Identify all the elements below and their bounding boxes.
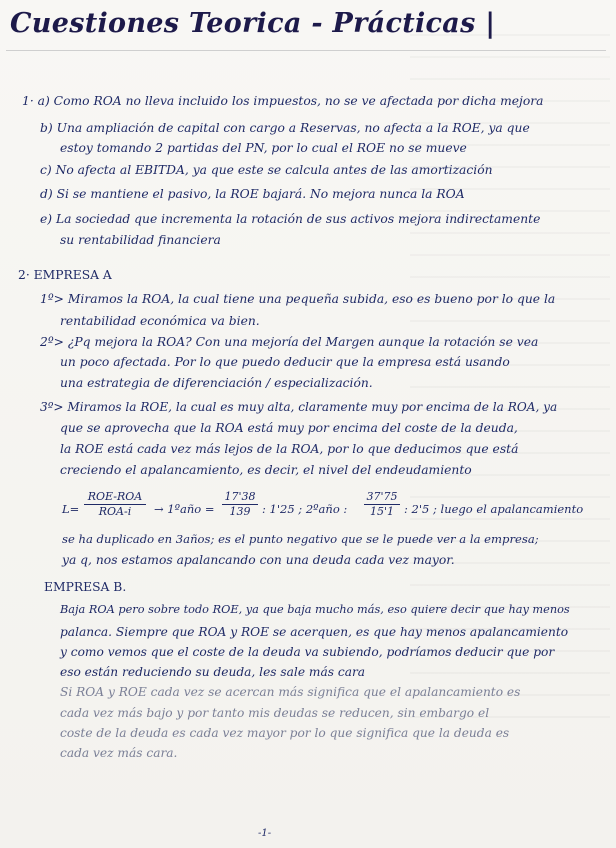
q2-point1-line1: 1º> Miramos la ROA, la cual tiene una pequeña subida, eso es bueno por lo que la bbox=[40, 292, 556, 306]
q2-point1-line2: rentabilidad económica va bien. bbox=[60, 314, 260, 328]
fraction-1-numerator: ROE-ROA bbox=[84, 490, 146, 505]
q1-answer-d: d) Si se mantiene el pasivo, la ROE bajará. No mejora nunca la ROA bbox=[40, 187, 465, 201]
fraction-3-denominator: 15'1 bbox=[369, 505, 395, 518]
page-title: Cuestiones Teorica - Prácticas | bbox=[10, 8, 496, 39]
q2-point3-line6: ya q, nos estamos apalancando con una deuda cada vez mayor. bbox=[62, 553, 455, 567]
empresa-b-line7: coste de la deuda es cada vez mayor por lo que significa que la deuda es bbox=[60, 726, 510, 740]
empresa-b-line8: cada vez más cara. bbox=[60, 746, 178, 760]
formula-second-year: : 1'25 ; 2ºaño : bbox=[262, 502, 348, 516]
empresa-b-line5: Si ROA y ROE cada vez se acercan más significa que el apalancamiento es bbox=[60, 685, 521, 699]
empresa-b-line3: y como vemos que el coste de la deuda va subiendo, podríamos deducir que por bbox=[60, 645, 555, 659]
fraction-1-denominator: ROA-i bbox=[98, 505, 132, 518]
formula-fraction-3 bbox=[364, 490, 400, 519]
fraction-3-numerator: 37'75 bbox=[364, 490, 400, 505]
empresa-b-line4: eso están reduciendo su deuda, les sale más cara bbox=[60, 665, 366, 679]
formula-lhs: L= bbox=[62, 502, 80, 516]
q1-answer-e-line1: e) La sociedad que incrementa la rotación de sus activos mejora indirectamente bbox=[40, 212, 541, 226]
formula-first-year: → 1ºaño = bbox=[154, 502, 215, 516]
empresa-b-line1: Baja ROA pero sobre todo ROE, ya que baja mucho más, eso quiere decir que hay menos bbox=[60, 603, 570, 616]
fraction-2-denominator: 139 bbox=[229, 505, 251, 518]
q1-answer-b-line2: estoy tomando 2 partidas del PN, por lo cual el ROE no se mueve bbox=[60, 141, 467, 155]
empresa-b-header: EMPRESA B. bbox=[44, 580, 127, 594]
leverage-formula bbox=[62, 490, 602, 530]
q1-answer-e-line2: su rentabilidad financiera bbox=[60, 233, 221, 247]
q2-point2-line1: 2º> ¿Pq mejora la ROA? Con una mejoría del Margen aunque la rotación se vea bbox=[40, 335, 539, 349]
fraction-2-numerator: 17'38 bbox=[222, 490, 258, 505]
q2-point3-line2: que se aprovecha que la ROA está muy por encima del coste de la deuda, bbox=[60, 421, 518, 435]
q2-point2-line2: un poco afectada. Por lo que puedo deducir que la empresa está usando bbox=[60, 355, 510, 369]
empresa-b-line2: palanca. Siempre que ROA y ROE se acerquen, es que hay menos apalancamiento bbox=[60, 625, 569, 639]
empresa-b-line6: cada vez más bajo y por tanto mis deudas se reducen, sin embargo el bbox=[60, 706, 490, 720]
title-rule bbox=[6, 50, 606, 51]
page-number: -1- bbox=[258, 828, 272, 839]
formula-fraction-2 bbox=[222, 490, 258, 519]
formula-fraction-1 bbox=[84, 490, 146, 519]
q2-point3-line5: se ha duplicado en 3años; es el punto negativo que se le puede ver a la empresa; bbox=[62, 532, 539, 546]
q2-point3-line3: la ROE está cada vez más lejos de la ROA, por lo que deducimos que está bbox=[60, 442, 519, 456]
formula-conclusion: : 2'5 ; luego el apalancamiento bbox=[404, 502, 584, 516]
q1-answer-a: 1· a) Como ROA no lleva incluido los impuestos, no se ve afectada por dicha mejora bbox=[22, 94, 544, 108]
q2-header-empresa-a: 2· EMPRESA A bbox=[18, 268, 112, 282]
q2-point2-line3: una estrategia de diferenciación / especialización. bbox=[60, 376, 373, 390]
q1-answer-c: c) No afecta al EBITDA, ya que este se calcula antes de las amortización bbox=[40, 163, 493, 177]
q1-answer-b-line1: b) Una ampliación de capital con cargo a Reservas, no afecta a la ROE, ya que bbox=[40, 121, 530, 135]
q2-point3-line4: creciendo el apalancamiento, es decir, el nivel del endeudamiento bbox=[60, 463, 472, 477]
q2-point3-line1: 3º> Miramos la ROE, la cual es muy alta, claramente muy por encima de la ROA, ya bbox=[40, 400, 558, 414]
